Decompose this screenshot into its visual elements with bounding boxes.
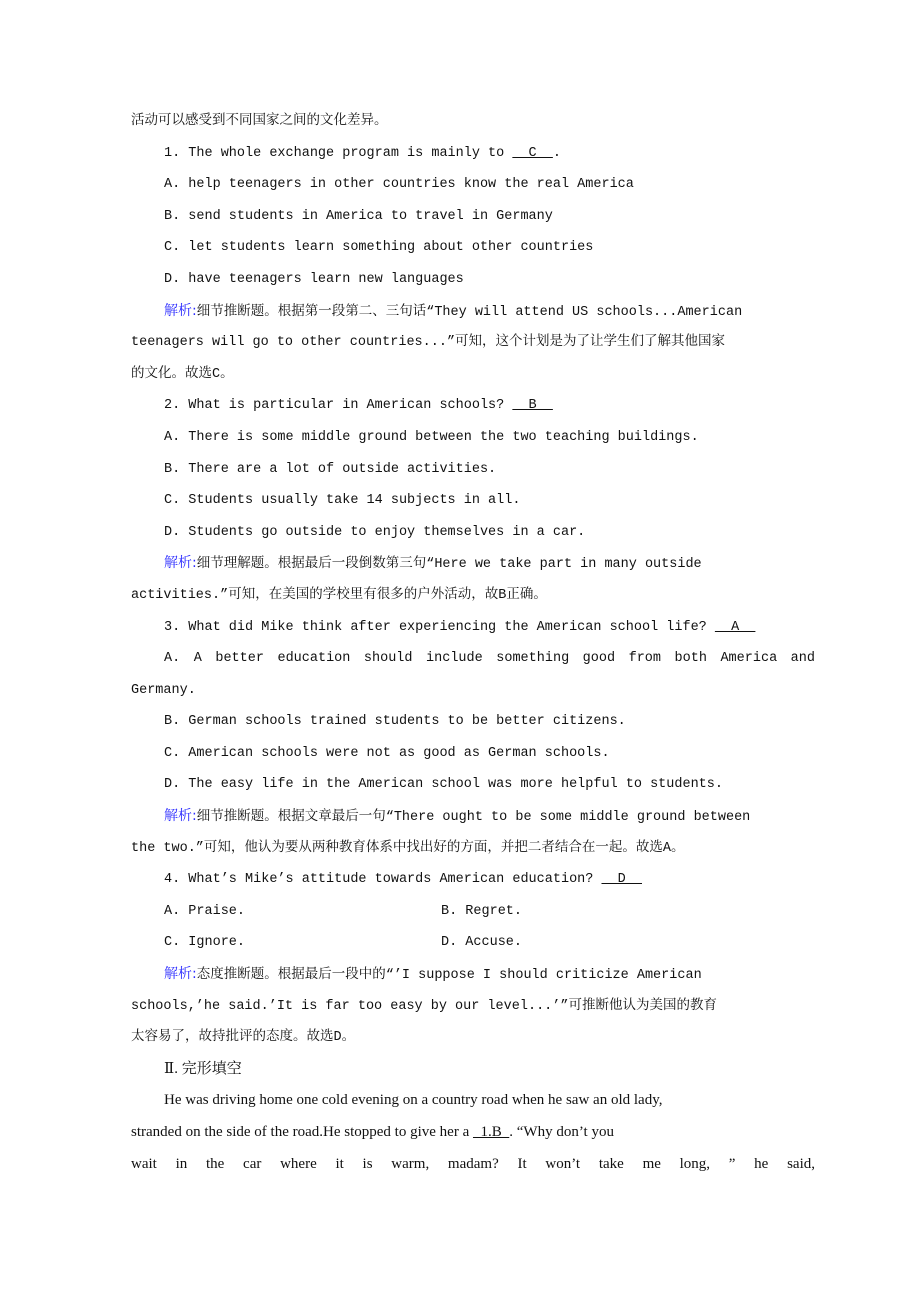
line-text: 太容易了，故持批评的态度。故选D。 (131, 1030, 356, 1046)
text-line (131, 580, 815, 612)
line-text: 2. What is particular in American schools? (164, 398, 513, 414)
text-line (131, 138, 815, 170)
text-line (131, 327, 815, 359)
text-line (131, 706, 815, 738)
text-line (131, 864, 815, 896)
text-line (131, 738, 815, 770)
text-line (131, 264, 815, 296)
line-text: D. Accuse. (441, 935, 523, 951)
line-text: A. A better education should include something good from both America and (164, 651, 815, 667)
analysis-label: 解析: (164, 302, 197, 319)
text-line (131, 201, 815, 233)
text-line (131, 769, 815, 801)
line-text: C. let students learn something about other countries (164, 240, 594, 256)
line-text: 细节理解题。根据最后一段倒数第三句“Here we take part in many outside (196, 557, 702, 573)
text-line (131, 675, 815, 707)
text-line (131, 1149, 815, 1181)
line-text: A. There is some middle ground between the two teaching buildings. (164, 429, 699, 445)
line-text: 3. What did Mike think after experiencing the American school life? (164, 619, 715, 635)
line-text: the two.”可知，他认为要从两种教育体系中找出好的方面，并把二者结合在一起。故选A。 (131, 840, 685, 856)
line-text: Ⅱ. 完形填空 (164, 1060, 242, 1077)
line-text: Germany. (131, 682, 196, 698)
line-text: B. There are a lot of outside activities. (164, 461, 497, 477)
line-text: wait in the car where it is warm, madam? It won’t take me long, ” he said, (131, 1155, 815, 1172)
line-text: . “Why don’t you (509, 1124, 614, 1140)
line-text: 1. The whole exchange program is mainly to (164, 145, 513, 161)
line-text: B. send students in America to travel in Germany (164, 208, 553, 224)
text-line (131, 612, 815, 644)
line-text: 细节推断题。根据第一段第二、三句话“They will attend US schools...American (196, 304, 743, 320)
text-line (131, 833, 815, 865)
line-text: 细节推断题。根据文章最后一句“There ought to be some middle ground between (196, 810, 751, 826)
analysis-label: 解析: (164, 966, 197, 983)
answer-blank: B (512, 398, 553, 414)
text-line (131, 548, 815, 580)
text-line (131, 1054, 815, 1086)
text-line (131, 359, 815, 391)
line-text: B. German schools trained students to be better citizens. (164, 714, 626, 730)
line-text: D. have teenagers learn new languages (164, 271, 464, 287)
line-text: 活动可以感受到不同国家之间的文化差异。 (131, 114, 388, 129)
line-text: A. help teenagers in other countries know the real America (164, 177, 634, 193)
text-line (131, 422, 815, 454)
line-text: stranded on the side of the road.He stopped to give her a (131, 1124, 473, 1140)
answer-blank: C (512, 145, 553, 161)
text-line (131, 232, 815, 264)
text-line (131, 927, 815, 959)
line-text: teenagers will go to other countries...”可知，这个计划是为了让学生们了解其他国家 (131, 335, 726, 351)
text-line (131, 896, 815, 928)
line-text: C. American schools were not as good as German schools. (164, 745, 610, 761)
answer-blank: D (601, 872, 642, 888)
line-text: . (552, 145, 561, 161)
line-text: D. Students go outside to enjoy themselves in a car. (164, 524, 586, 540)
analysis-label: 解析: (164, 808, 197, 825)
line-text: 的文化。故选C。 (131, 366, 234, 382)
option-text: A. Praise. (164, 903, 246, 919)
option-text: C. Ignore. (164, 935, 246, 951)
answer-blank: A (714, 619, 756, 635)
line-text: D. The easy life in the American school was more helpful to students. (164, 777, 723, 793)
text-line (131, 1085, 815, 1117)
line-text: C. Students usually take 14 subjects in all. (164, 493, 521, 509)
line-text: He was driving home one cold evening on a country road when he saw an old lady, (164, 1092, 663, 1109)
text-line (131, 517, 815, 549)
line-text: schools,’he said.’It is far too easy by our level...’”可推断他认为美国的教育 (131, 998, 717, 1014)
text-line (131, 390, 815, 422)
text-line (131, 801, 815, 833)
text-line (131, 485, 815, 517)
text-line (131, 296, 815, 328)
text-line (131, 106, 815, 138)
answer-blank: 1.B (472, 1124, 510, 1140)
text-line (131, 959, 815, 991)
line-text: B. Regret. (441, 903, 523, 919)
analysis-label: 解析: (164, 555, 197, 572)
text-line (131, 454, 815, 486)
line-text: 态度推断题。根据最后一段中的“’I suppose I should criticize American (196, 968, 702, 984)
text-line (131, 1117, 815, 1149)
document-body (131, 106, 815, 1180)
text-line (131, 991, 815, 1023)
text-line (131, 643, 815, 675)
text-line (131, 1022, 815, 1054)
line-text: 4. What’s Mike’s attitude towards American education? (164, 872, 602, 888)
line-text: activities.”可知，在美国的学校里有很多的户外活动，故B正确。 (131, 587, 547, 603)
text-line (131, 169, 815, 201)
